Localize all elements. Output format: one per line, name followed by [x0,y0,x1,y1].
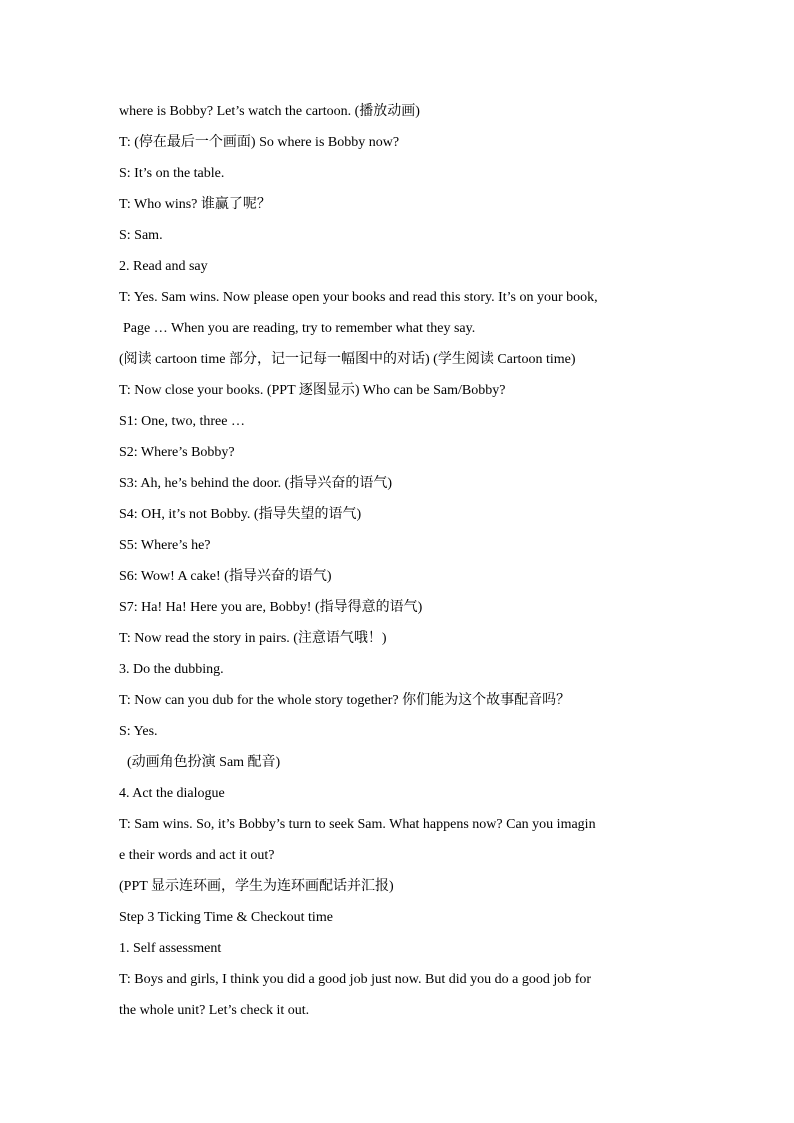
text-line: the whole unit? Let’s check it out. [119,1003,310,1018]
text-line: T: Now read the story in pairs. (注意语气哦！) [119,631,387,646]
section-heading: 4. Act the dialogue [119,786,225,801]
text-line: S: It’s on the table. [119,166,225,181]
section-heading: 2. Read and say [119,259,208,274]
text-line: S1: One, two, three … [119,414,245,429]
text-line: e their words and act it out? [119,848,275,863]
text-line: S3: Ah, he’s behind the door. (指导兴奋的语气) [119,476,392,491]
text-line: T: Sam wins. So, it’s Bobby’s turn to seek Sam. What happens now? Can you imagin [119,817,596,832]
text-line: S2: Where’s Bobby? [119,445,235,460]
lesson-text [119,98,679,1028]
text-line: (PPT 显示连环画，学生为连环画配话并汇报) [119,879,394,894]
text-line: where is Bobby? Let’s watch the cartoon. (播放动画) [119,104,420,119]
text-line: S4: OH, it’s not Bobby. (指导失望的语气) [119,507,362,522]
text-line: S7: Ha! Ha! Here you are, Bobby! (指导得意的语气) [119,600,423,615]
text-line: T: Now can you dub for the whole story together? 你们能为这个故事配音吗？ [119,693,571,708]
text-line: T: Who wins? 谁赢了呢？ [119,197,271,212]
text-line: (动画角色扮演 Sam 配音) [127,755,281,770]
text-line: T: Yes. Sam wins. Now please open your books and read this story. It’s on your book, [119,290,598,305]
text-line: S6: Wow! A cake! (指导兴奋的语气) [119,569,332,584]
text-line: S: Sam. [119,228,163,243]
text-line: T: (停在最后一个画面) So where is Bobby now? [119,135,400,150]
section-heading: Step 3 Ticking Time & Checkout time [119,910,333,925]
text-line: Page … When you are reading, try to remember what they say. [123,321,476,336]
section-heading: 3. Do the dubbing. [119,662,224,677]
section-heading: 1. Self assessment [119,941,222,956]
text-line: T: Now close your books. (PPT 逐图显示) Who can be Sam/Bobby? [119,383,506,398]
text-line: T: Boys and girls, I think you did a good job just now. But did you do a good job for [119,972,592,987]
text-line: S: Yes. [119,724,158,739]
text-line: (阅读 cartoon time 部分，记一记每一幅图中的对话) (学生阅读 Cartoon time) [119,352,576,367]
text-line: S5: Where’s he? [119,538,211,553]
